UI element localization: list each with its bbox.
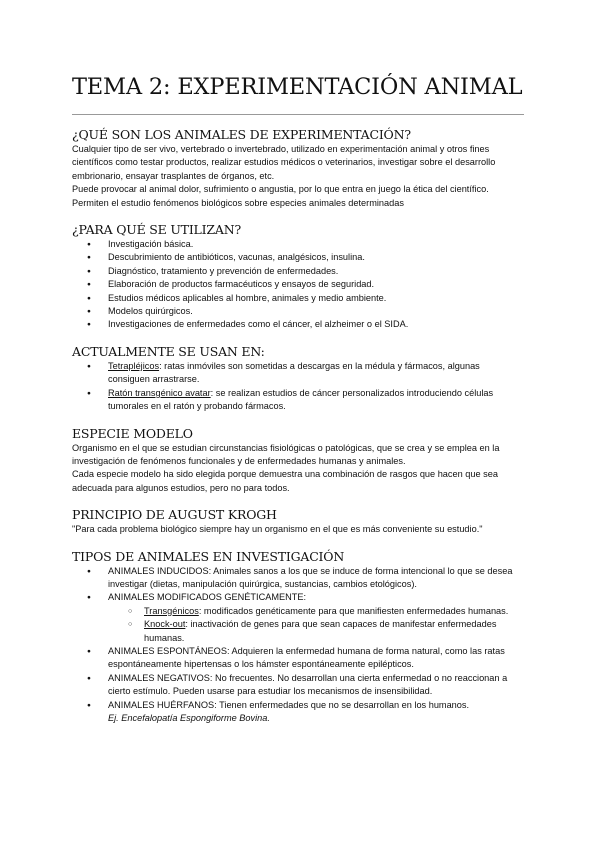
current-uses-list bbox=[72, 360, 524, 414]
krogh-quote: "Para cada problema biológico siempre hay un organismo en el que es más conveniente su estudio." bbox=[72, 524, 483, 535]
term: Transgénicos bbox=[144, 605, 199, 616]
term-description: : inactivación de genes para que sean capaces de manifestar enfermedades humanas. bbox=[144, 619, 497, 643]
paragraph: Organismo en el que se estudian circunstancias fisiológicas o patológicas, que se crea y se emplea en la investigación de fenómenos funcionales y de enfermedades humanas y animales. bbox=[72, 442, 500, 466]
title-divider bbox=[72, 114, 524, 115]
list-item: ● Investigación básica. bbox=[72, 238, 524, 251]
section-animal-types bbox=[72, 549, 524, 726]
section-krogh bbox=[72, 507, 524, 536]
animal-types-list bbox=[72, 565, 524, 726]
list-item bbox=[72, 360, 524, 387]
sub-list-item bbox=[72, 605, 524, 618]
term-description: : modificados genéticamente para que manifiesten enfermedades humanas. bbox=[198, 605, 509, 616]
list-item: ● Diagnóstico, tratamiento y prevención de enfermedades. bbox=[72, 265, 524, 278]
document-page bbox=[72, 72, 524, 725]
uses-list bbox=[72, 238, 524, 332]
paragraph: Permiten el estudio fenómenos biológicos sobre especies animales determinadas bbox=[72, 197, 404, 208]
example-text: Ej. Encefalopatía Espongiforme Bovina. bbox=[108, 713, 270, 723]
list-item: ● ANIMALES NEGATIVOS: No frecuentes. No desarrollan una cierta enfermedad o no reaccionan a cierto estímulo. Pueden usarse para estudiar los mecanismos de insensibilidad. bbox=[72, 672, 524, 699]
heading-model-species: ESPECIE MODELO bbox=[72, 425, 193, 441]
page-title: TEMA 2: EXPERIMENTACIÓN ANIMAL bbox=[72, 74, 523, 100]
list-item: ● Elaboración de productos farmacéuticos y ensayos de seguridad. bbox=[72, 278, 524, 291]
item-text: ANIMALES HUÉRFANOS: Tienen enfermedades que no se desarrollan en los humanos. bbox=[108, 699, 470, 710]
list-item bbox=[72, 387, 524, 414]
list-item: ● ANIMALES ESPONTÁNEOS: Adquieren la enfermedad humana de forma natural, como las ratas espontáneamente hipertensas o los hámster espontáneamente epilépticos. bbox=[72, 645, 524, 672]
section-model-species bbox=[72, 426, 524, 496]
term-description: : se realizan estudios de cáncer personalizados introduciendo células tumorales en el ratón y probando fármacos. bbox=[108, 387, 494, 412]
heading-current-uses: ACTUALMENTE SE USAN EN: bbox=[72, 343, 265, 359]
section-current-uses bbox=[72, 344, 524, 414]
paragraph: Cada especie modelo ha sido elegida porque demuestra una combinación de rasgos que hacen que sea adecuada para algunos estudios, pero no para todos. bbox=[72, 469, 498, 493]
term: Ratón transgénico avatar bbox=[108, 387, 211, 398]
heading-uses: ¿PARA QUÉ SE UTILIZAN? bbox=[72, 222, 241, 238]
sub-list-item bbox=[72, 618, 524, 645]
term: Knock-out bbox=[144, 619, 186, 630]
section-what-are bbox=[72, 127, 524, 210]
paragraph: Puede provocar al animal dolor, sufrimiento o angustia, por lo que entra en juego la ética del científico. bbox=[72, 184, 489, 195]
term: Tetrapléjicos bbox=[108, 360, 160, 371]
heading-animal-types: TIPOS DE ANIMALES EN INVESTIGACIÓN bbox=[72, 548, 345, 564]
list-item: ● Estudios médicos aplicables al hombre, animales y medio ambiente. bbox=[72, 292, 524, 305]
list-item: ● Descubrimiento de antibióticos, vacunas, analgésicos, insulina. bbox=[72, 251, 524, 264]
list-item: ● ANIMALES INDUCIDOS: Animales sanos a los que se induce de forma intencional lo que se desea investigar (dietas, manipulación quirúrgica, sustancias, cambios etológicos). bbox=[72, 565, 524, 592]
section-uses bbox=[72, 222, 524, 332]
list-item: ● ANIMALES MODIFICADOS GENÉTICAMENTE: bbox=[72, 591, 524, 604]
term-description: : ratas inmóviles son sometidas a descargas en la médula y fármacos, algunas consiguen arrastrarse. bbox=[108, 360, 480, 385]
heading-what-are: ¿QUÉ SON LOS ANIMALES DE EXPERIMENTACIÓN? bbox=[72, 127, 411, 142]
list-item: ● Modelos quirúrgicos. bbox=[72, 305, 524, 318]
paragraph: Cualquier tipo de ser vivo, vertebrado o invertebrado, utilizado en experimentación animal y otros fines científicos como testar productos, realizar estudios médicos o veterinarios, investigar sobre el desarrollo embrionario, ensayar trasplantes de órganos, etc. bbox=[72, 144, 496, 181]
heading-krogh: PRINCIPIO DE AUGUST KROGH bbox=[72, 507, 277, 523]
list-item: ● Investigaciones de enfermedades como el cáncer, el alzheimer o el SIDA. bbox=[72, 318, 524, 331]
list-item bbox=[72, 699, 524, 726]
